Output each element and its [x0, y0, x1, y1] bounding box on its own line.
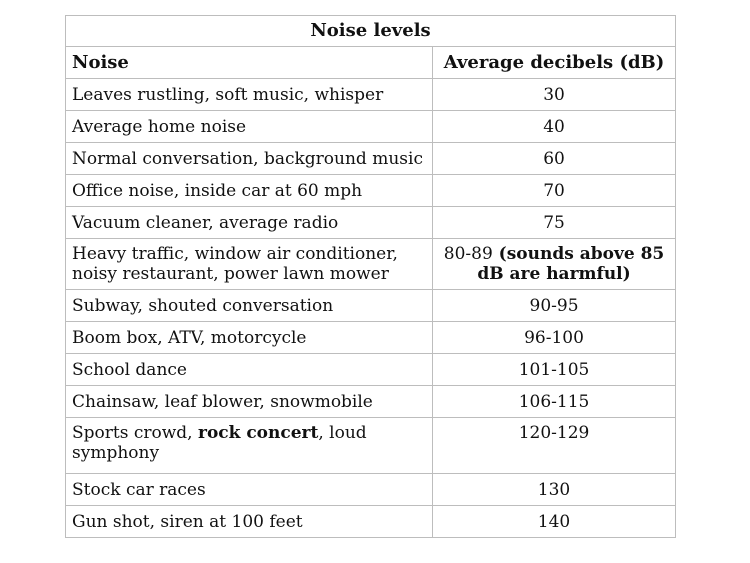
table-row	[66, 290, 676, 322]
decibel-cell: 60	[433, 143, 676, 175]
noise-cell: Chainsaw, leaf blower, snowmobile	[66, 386, 433, 418]
decibel-cell: 106-115	[433, 386, 676, 418]
decibel-cell: 40	[433, 111, 676, 143]
noise-cell: Gun shot, siren at 100 feet	[66, 506, 433, 538]
noise-levels-table	[65, 15, 676, 538]
decibel-value: 80-89	[443, 244, 493, 264]
table-row	[66, 354, 676, 386]
noise-cell: Stock car races	[66, 474, 433, 506]
decibel-cell: 120-129	[433, 418, 676, 474]
noise-cell: Boom box, ATV, motorcycle	[66, 322, 433, 354]
harmful-note: (sounds above 85 dB are harmful)	[477, 244, 665, 284]
noise-cell: Office noise, inside car at 60 mph	[66, 175, 433, 207]
noise-text-bold: rock concert	[197, 423, 319, 443]
header-decibels: Average decibels (dB)	[433, 47, 676, 79]
table-row	[66, 175, 676, 207]
decibel-cell: 130	[433, 474, 676, 506]
noise-cell: School dance	[66, 354, 433, 386]
noise-text-pre: Sports crowd,	[72, 423, 198, 443]
decibel-cell	[433, 239, 676, 290]
table-row	[66, 111, 676, 143]
noise-cell: Subway, shouted conversation	[66, 290, 433, 322]
table-row	[66, 474, 676, 506]
noise-cell: Heavy traffic, window air conditioner, noisy restaurant, power lawn mower	[66, 239, 433, 290]
table-row	[66, 386, 676, 418]
table-row	[66, 239, 676, 290]
decibel-cell: 140	[433, 506, 676, 538]
header-row	[66, 47, 676, 79]
noise-cell: Vacuum cleaner, average radio	[66, 207, 433, 239]
noise-cell: Average home noise	[66, 111, 433, 143]
table-row	[66, 79, 676, 111]
table-row	[66, 207, 676, 239]
noise-cell: Leaves rustling, soft music, whisper	[66, 79, 433, 111]
decibel-cell: 96-100	[433, 322, 676, 354]
table-row	[66, 322, 676, 354]
decibel-cell: 75	[433, 207, 676, 239]
header-noise: Noise	[66, 47, 433, 79]
table-row	[66, 506, 676, 538]
table-row	[66, 418, 676, 474]
decibel-cell: 101-105	[433, 354, 676, 386]
noise-text-post: , loud symphony	[72, 423, 367, 463]
decibel-cell: 30	[433, 79, 676, 111]
noise-cell: Normal conversation, background music	[66, 143, 433, 175]
decibel-cell: 70	[433, 175, 676, 207]
decibel-cell: 90-95	[433, 290, 676, 322]
table-row	[66, 143, 676, 175]
table-caption: Noise levels	[66, 16, 676, 47]
noise-cell	[66, 418, 433, 474]
